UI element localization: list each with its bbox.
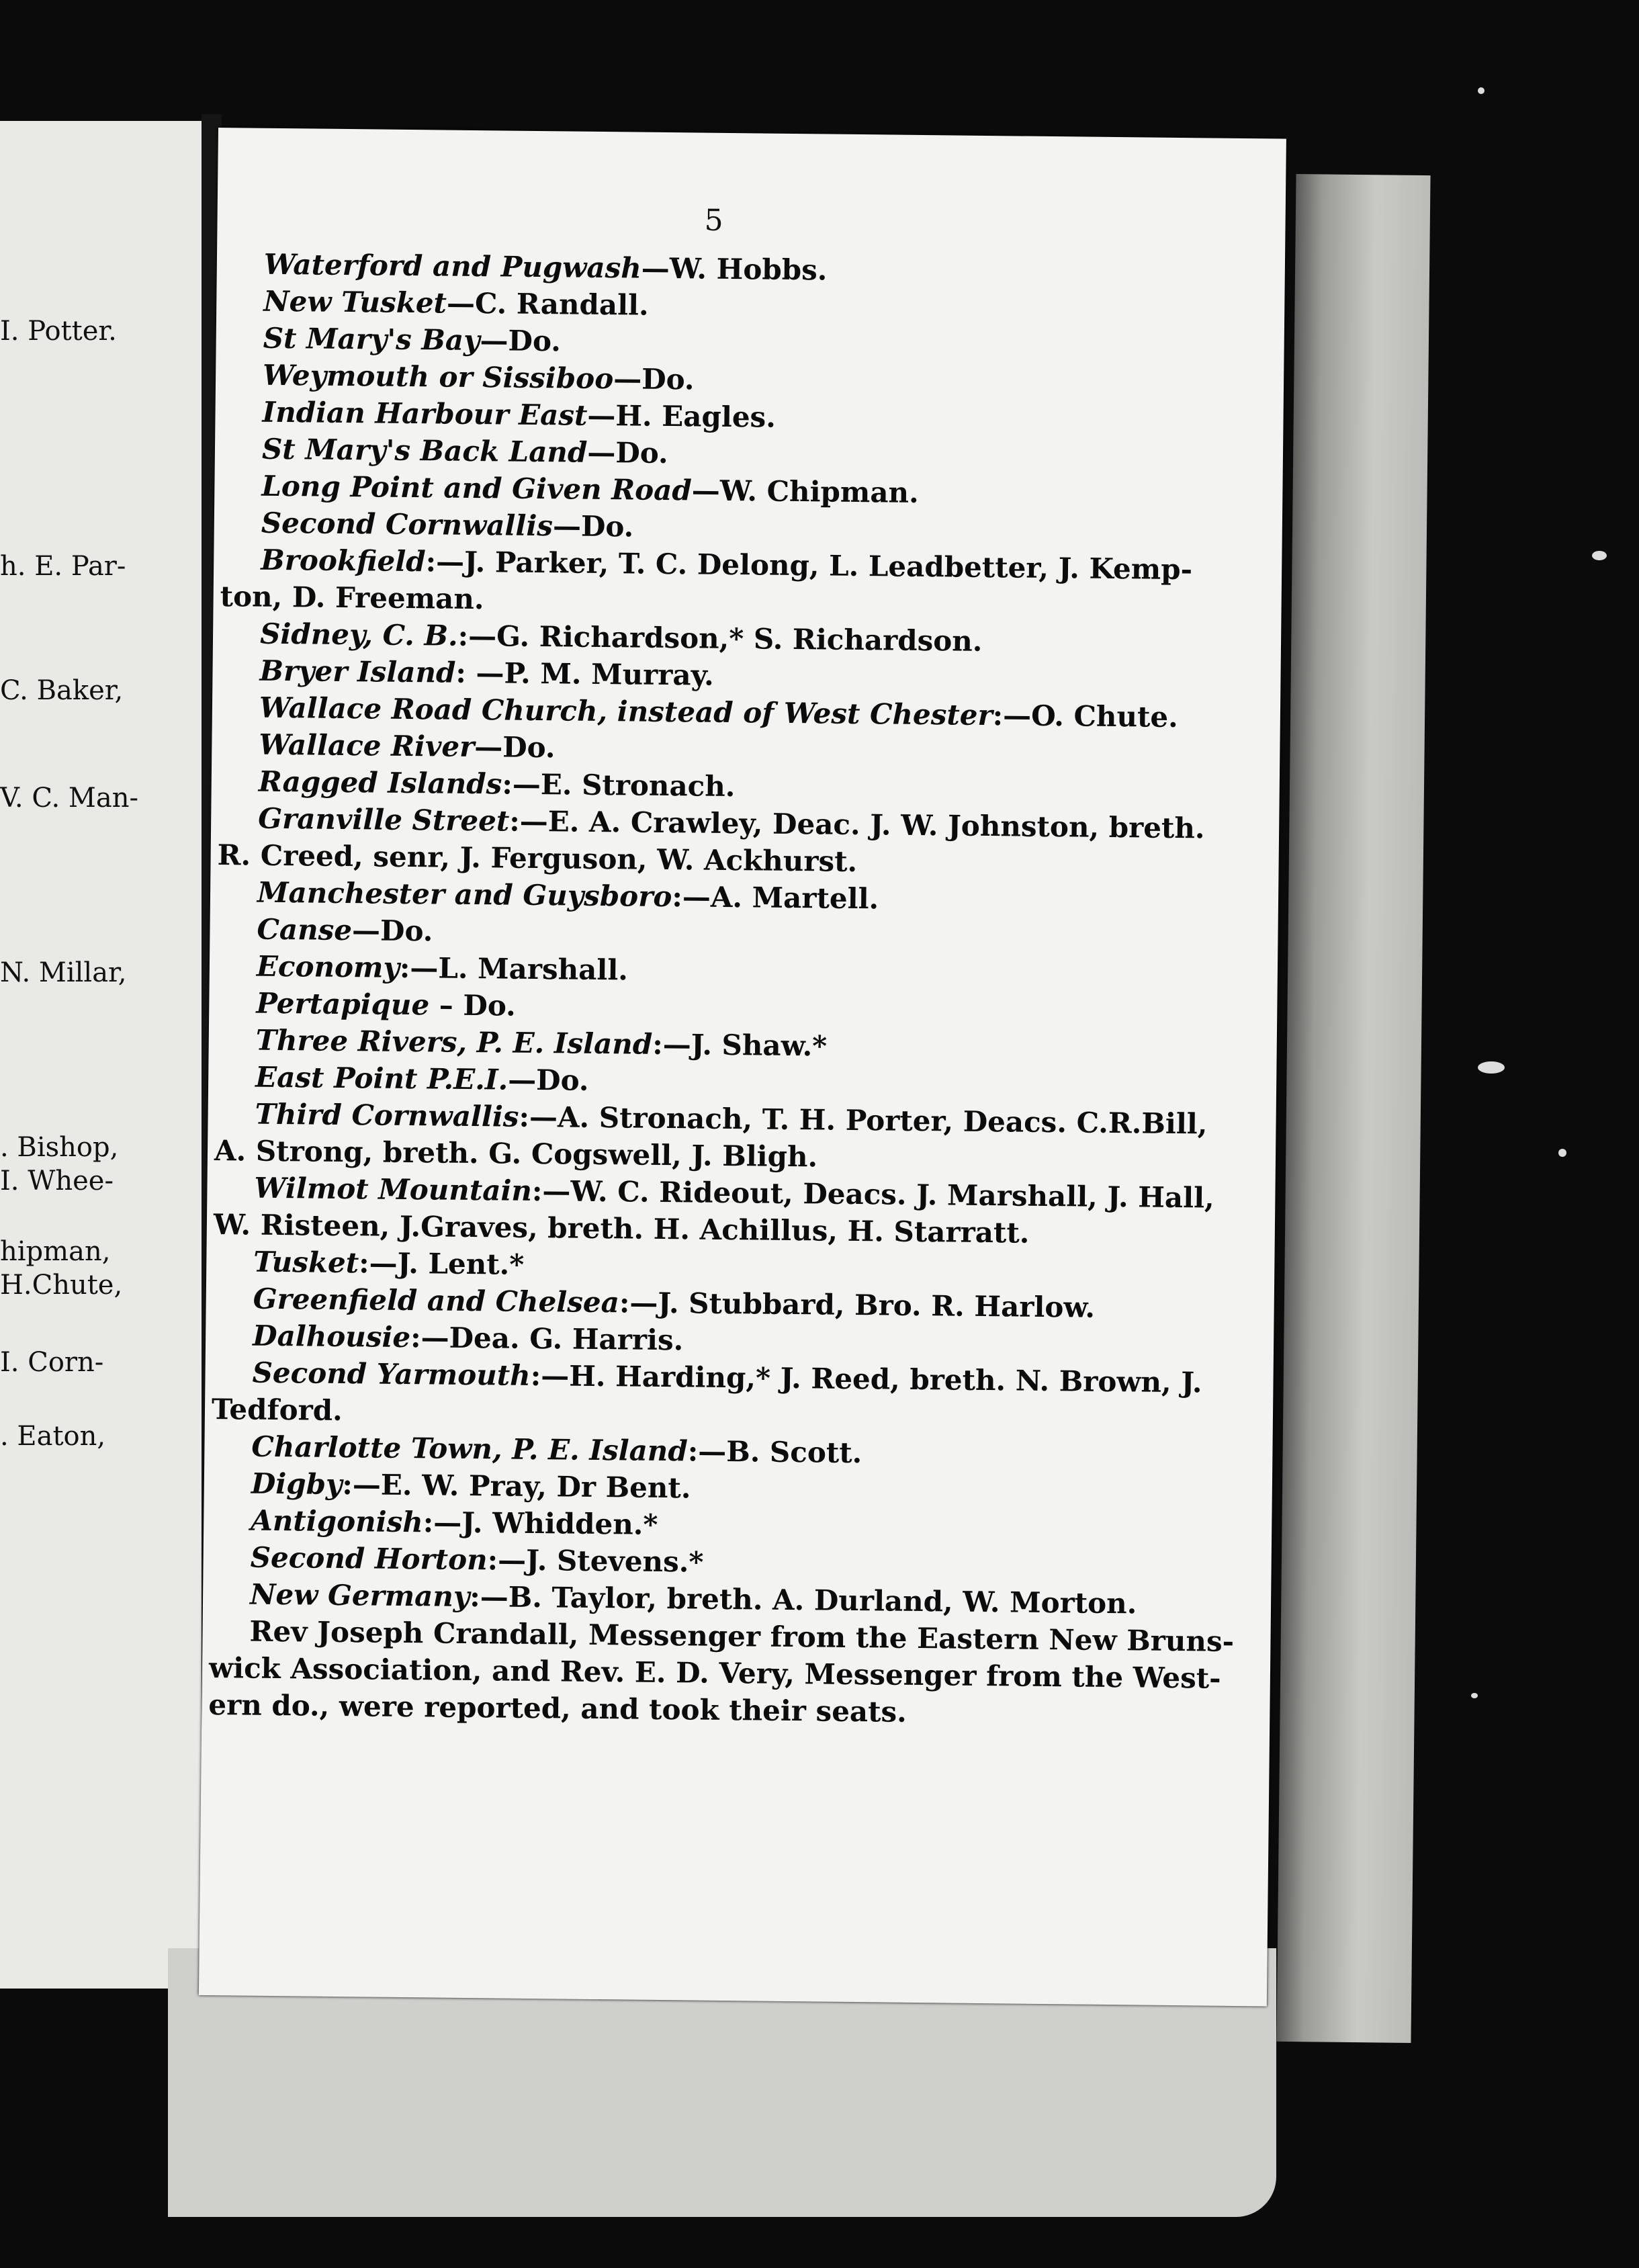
- page-edge: [1276, 174, 1430, 2043]
- left-page-text: hipman,: [0, 1236, 111, 1267]
- delegate-names: :—J. Parker, T. C. Delong, L. Leadbetter, J. Kemp-: [425, 545, 1193, 586]
- left-page: [0, 121, 202, 1989]
- delegate-names: —C. Randall.: [446, 286, 649, 322]
- delegate-names: : —P. M. Murray.: [455, 656, 715, 692]
- left-page-text: N. Millar,: [0, 957, 127, 988]
- closing-paragraph-line: wick Association, and Rev. E. D. Very, Messenger from the West-: [208, 1651, 1221, 1695]
- church-name: St Mary's Back Land: [261, 432, 588, 469]
- delegate-names: :—J. Lent.*: [358, 1246, 525, 1281]
- delegate-names: – Do.: [429, 988, 517, 1022]
- delegate-list: [208, 245, 1272, 1734]
- dust-speck: [1478, 87, 1485, 94]
- page-number: 5: [704, 203, 723, 238]
- church-name: Bryer Island: [259, 654, 456, 689]
- left-page-text: h. E. Par-: [0, 551, 126, 582]
- church-name: Sidney, C. B.: [259, 617, 458, 652]
- church-name: Digby: [251, 1467, 343, 1501]
- church-name: Economy: [256, 949, 400, 984]
- church-name: Dalhousie: [252, 1319, 411, 1354]
- church-name: Wallace River: [259, 728, 475, 764]
- delegate-names: :—J. Whidden.*: [423, 1506, 658, 1541]
- delegate-names: —Do.: [587, 435, 668, 470]
- church-name: Manchester and Guysboro: [257, 875, 672, 914]
- delegate-names: :—W. C. Rideout, Deacs. J. Marshall, J. Hall,: [531, 1174, 1214, 1215]
- left-page-text: H.Chute,: [0, 1270, 123, 1301]
- church-name: New Germany: [249, 1577, 470, 1614]
- delegate-names: ton, D. Freeman.: [220, 580, 484, 616]
- delegate-names: :—J. Stubbard, Bro. R. Harlow.: [619, 1286, 1096, 1324]
- church-name: St Mary's Bay: [263, 321, 480, 357]
- delegate-names: —Do.: [552, 509, 634, 543]
- delegate-names: :—B. Scott.: [687, 1434, 862, 1470]
- church-name: Granville Street: [257, 801, 510, 838]
- delegate-names: :—H. Harding,* J. Reed, breth. N. Brown, J.: [530, 1358, 1202, 1399]
- delegate-names: —Do.: [480, 324, 562, 358]
- delegate-names: —Do.: [351, 914, 433, 948]
- church-name: New Tusket: [263, 284, 447, 320]
- delegate-names: —Do.: [474, 730, 556, 765]
- church-name: East Point P.E.I.: [255, 1060, 508, 1096]
- church-name: Weymouth or Sissiboo: [262, 358, 614, 396]
- left-page-text: I. Potter.: [0, 316, 117, 347]
- delegate-names: :—J. Stevens.*: [487, 1543, 704, 1579]
- church-name: Greenfield and Chelsea: [253, 1282, 620, 1319]
- church-name: Charlotte Town, P. E. Island: [251, 1430, 688, 1468]
- church-name: Second Cornwallis: [261, 506, 553, 543]
- left-page-text: V. C. Man-: [0, 783, 139, 814]
- dust-speck: [1592, 551, 1607, 560]
- left-page-text: . Bishop,: [0, 1132, 119, 1163]
- delegate-names: :—E. A. Crawley, Deac. J. W. Johnston, breth.: [509, 804, 1205, 845]
- delegate-names: —Do.: [613, 362, 695, 396]
- dust-speck: [1558, 1149, 1566, 1157]
- church-name: Second Yarmouth: [252, 1356, 531, 1392]
- delegate-names: —Do.: [507, 1063, 589, 1097]
- left-page-text: I. Corn-: [0, 1347, 104, 1378]
- closing-paragraph-line: ern do., were reported, and took their seats.: [208, 1688, 907, 1729]
- delegate-names: Tedford.: [211, 1393, 343, 1428]
- delegate-names: —W. Chipman.: [691, 474, 919, 509]
- delegate-names: :—A. Martell.: [672, 880, 879, 916]
- delegate-names: :—G. Richardson,* S. Richardson.: [457, 619, 983, 658]
- church-name: Waterford and Pugwash: [263, 247, 642, 285]
- delegate-names: :—E. W. Pray, Dr Bent.: [342, 1468, 691, 1505]
- dust-speck: [1471, 1693, 1478, 1698]
- left-page-text: I. Whee-: [0, 1166, 114, 1196]
- right-page: [199, 128, 1286, 2006]
- delegate-names: :—Dea. G. Harris.: [410, 1321, 684, 1357]
- church-name: Long Point and Given Road: [261, 469, 693, 507]
- church-name: Indian Harbour East: [262, 395, 588, 432]
- church-name: Pertapique: [256, 986, 430, 1022]
- delegate-names: :—B. Taylor, breth. A. Durland, W. Morton.: [470, 1580, 1137, 1620]
- delegate-names: —W. Hobbs.: [641, 251, 828, 287]
- church-name: Tusket: [253, 1245, 359, 1280]
- church-name: Three Rivers, P. E. Island: [255, 1023, 653, 1061]
- church-name: Ragged Islands: [258, 765, 502, 801]
- closing-paragraph-line: Rev Joseph Crandall, Messenger from the Eastern New Bruns-: [249, 1614, 1235, 1658]
- church-name: Second Horton: [250, 1540, 488, 1577]
- delegate-names: :—E. Stronach.: [502, 767, 736, 803]
- church-name: Third Cornwallis: [255, 1097, 519, 1133]
- delegate-names: W. Risteen, J.Graves, breth. H. Achillus, H. Starratt.: [213, 1208, 1030, 1250]
- delegate-names: R. Creed, senr, J. Ferguson, W. Ackhurst.: [217, 838, 858, 879]
- delegate-names: :—L. Marshall.: [399, 951, 629, 987]
- delegate-names: A. Strong, breth. G. Cogswell, J. Bligh.: [214, 1134, 818, 1174]
- delegate-names: :—A. Stronach, T. H. Porter, Deacs. C.R.Bill,: [519, 1100, 1208, 1141]
- church-name: Wallace Road Church, instead of West Chester: [259, 691, 993, 732]
- left-page-text: . Eaton,: [0, 1421, 106, 1452]
- delegate-names: —H. Eagles.: [587, 398, 777, 434]
- church-name: Wilmot Mountain: [254, 1171, 533, 1207]
- left-page-text: C. Baker,: [0, 675, 124, 706]
- church-name: Antigonish: [251, 1503, 424, 1539]
- church-name: Brookfield: [261, 543, 426, 578]
- delegate-names: :—J. Shaw.*: [652, 1027, 828, 1063]
- dust-speck: [1478, 1061, 1505, 1074]
- delegate-names: :—O. Chute.: [992, 699, 1179, 734]
- church-name: Canse: [257, 912, 353, 947]
